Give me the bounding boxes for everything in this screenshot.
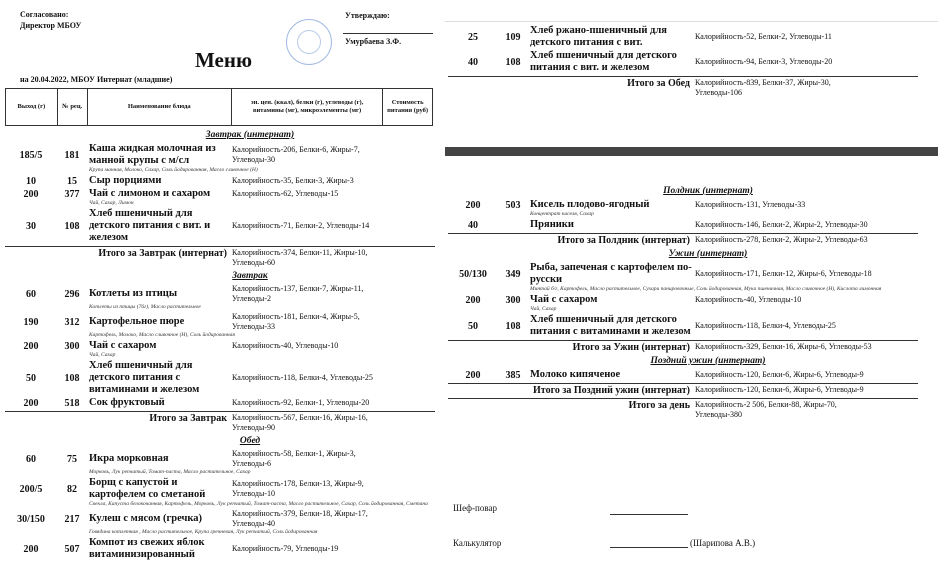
chef-label: Шеф-повар <box>453 503 497 513</box>
item-output: 200 <box>23 543 39 555</box>
menu-item-row <box>5 509 435 529</box>
item-output: 60 <box>26 288 36 300</box>
menu-item <box>5 188 435 207</box>
menu-item-row <box>5 188 435 200</box>
item-nutrition: Калорийность-92, Белки-1, Углеводы-20 <box>232 398 370 407</box>
menu-item <box>5 312 435 339</box>
item-output: 190 <box>23 316 39 328</box>
menu-item <box>5 284 435 311</box>
menu-item-row <box>448 219 918 231</box>
item-ingredients: Говядина котлетная , Масло растительное, Крупа гречневая, Лук репчатый, Соль йодированная <box>89 529 318 535</box>
item-nutrition: Калорийность-137, Белки-7, Жиры-11, Углеводы-2 <box>232 284 364 303</box>
item-ingredients: Чай, Сахар, Лимон <box>89 200 134 206</box>
item-output: 30 <box>26 220 36 232</box>
total-nutrition: Калорийность-278, Белки-2, Жиры-2, Углеводы-63 <box>695 235 868 244</box>
menu-item-row <box>5 143 435 167</box>
menu-item-row <box>5 175 435 187</box>
item-recipe-no: 108 <box>64 220 80 232</box>
item-name: Пряники <box>530 219 574 230</box>
col-nutr: эн. цен. (ккал), белки (г), углеводы (г), витамины (мг), микроэлементы (мг) <box>232 89 383 125</box>
item-name: Хлеб ржано-пшеничный для детского питания с вит. <box>530 25 667 48</box>
item-output: 200 <box>465 199 481 211</box>
item-name: Хлеб пшеничный для детского питания с витаминами и железом <box>89 360 200 395</box>
menu-item <box>5 360 435 396</box>
item-nutrition: Калорийность-58, Белки-1, Жиры-3, Углеводы-6 <box>232 449 356 468</box>
menu-item <box>448 262 918 293</box>
menu-item <box>448 199 918 218</box>
item-output: 25 <box>468 31 478 43</box>
menu-item <box>448 294 918 313</box>
section-heading: Обед <box>239 436 261 446</box>
item-name: Рыба, запеченая с картофелем по-русски <box>530 262 692 285</box>
menu-item <box>5 143 435 174</box>
item-ingredients: Чай, Сахар <box>89 352 116 358</box>
item-recipe-no: 312 <box>64 316 80 328</box>
item-output: 60 <box>26 453 36 465</box>
item-nutrition: Калорийность-35, Белки-3, Жиры-3 <box>232 176 354 185</box>
item-nutrition: Калорийность-181, Белки-4, Жиры-5, Углеводы-33 <box>232 312 360 331</box>
item-name: Каша жидкая молочная из манной крупы с м/сл <box>89 143 216 166</box>
item-recipe-no: 108 <box>505 56 521 68</box>
page-edge <box>445 0 938 22</box>
total-label: Итого за Поздний ужин (интернат) <box>533 385 690 396</box>
item-recipe-no: 349 <box>505 268 521 280</box>
item-name: Компот из свежих яблок витаминизированный <box>89 537 205 560</box>
menu-item <box>5 537 435 561</box>
col-out: Выход (г) <box>6 89 58 125</box>
item-ingredients: Чай, Сахар <box>530 306 557 312</box>
menu-item <box>5 477 435 508</box>
agreed-label: Согласовано: <box>20 10 69 19</box>
item-nutrition: Калорийность-40, Углеводы-10 <box>232 341 339 350</box>
item-output: 50 <box>26 372 36 384</box>
item-name: Хлеб пшеничный для детского питания с вит. и железом <box>530 50 677 73</box>
menu-item-row <box>448 369 918 381</box>
menu-item <box>448 369 918 381</box>
agreed-block <box>20 9 81 31</box>
item-nutrition: Калорийность-40, Углеводы-10 <box>695 295 802 304</box>
menu-item <box>5 175 435 187</box>
item-nutrition: Калорийность-118, Белки-4, Углеводы-25 <box>695 321 836 330</box>
item-recipe-no: 109 <box>505 31 521 43</box>
menu-item-row <box>5 208 435 244</box>
menu-item <box>5 449 435 476</box>
approve-line <box>343 33 433 34</box>
page-title: Меню <box>195 48 253 72</box>
page-separator <box>445 147 938 156</box>
item-recipe-no: 385 <box>505 369 521 381</box>
menu-item <box>448 25 918 49</box>
total-nutrition: Калорийность-329, Белки-16, Жиры-6, Углеводы-53 <box>695 342 872 351</box>
item-recipe-no: 300 <box>64 340 80 352</box>
item-recipe-no: 300 <box>505 294 521 306</box>
item-recipe-no: 296 <box>64 288 80 300</box>
total-row <box>448 233 918 246</box>
menu-item <box>448 314 918 338</box>
item-name: Картофельное пюре <box>89 316 185 327</box>
table-header <box>5 88 433 126</box>
total-label: Итого за Обед <box>627 78 690 89</box>
item-name: Сыр порциями <box>89 175 162 186</box>
item-ingredients: Концентрат киселя, Сахар <box>530 211 594 217</box>
calc-label: Калькулятор <box>453 538 502 548</box>
item-name: Икра морковная <box>89 453 169 464</box>
item-name: Кисель плодово-ягодный <box>530 199 650 210</box>
chef-signature-line <box>610 505 688 515</box>
item-nutrition: Калорийность-379, Белки-18, Жиры-17, Углеводы-40 <box>232 509 368 528</box>
total-row <box>448 340 918 353</box>
total-nutrition: Калорийность-374, Белки-11, Жиры-10, Углеводы-60 <box>232 248 368 267</box>
total-row <box>448 398 918 420</box>
item-nutrition: Калорийность-131, Углеводы-33 <box>695 200 806 209</box>
total-nutrition: Калорийность-567, Белки-16, Жиры-16, Углеводы-90 <box>232 413 368 432</box>
menu-item <box>5 397 435 409</box>
item-ingredients: Котлеты из птицы (76г), Масло растительное <box>89 304 201 310</box>
item-nutrition: Калорийность-146, Белки-2, Жиры-2, Углеводы-30 <box>695 220 868 229</box>
item-recipe-no: 503 <box>505 199 521 211</box>
item-name: Сок фруктовый <box>89 397 165 408</box>
item-recipe-no: 377 <box>64 188 80 200</box>
item-output: 10 <box>26 175 36 187</box>
menu-item-row <box>448 199 918 211</box>
menu-right-top <box>448 24 918 98</box>
item-nutrition: Калорийность-79, Углеводы-19 <box>232 544 339 553</box>
item-nutrition: Калорийность-206, Белки-6, Жиры-7, Углеводы-30 <box>232 145 360 164</box>
approve-label: Утверждаю: <box>345 11 390 20</box>
item-output: 200 <box>23 340 39 352</box>
item-nutrition: Калорийность-178, Белки-13, Жиры-9, Углеводы-10 <box>232 479 364 498</box>
item-name: Хлеб пшеничный для детского питания с витаминами и железом <box>530 314 691 337</box>
menu-right-bottom <box>448 183 918 420</box>
item-output: 30/150 <box>17 513 45 525</box>
col-name: Наименование блюда <box>88 89 232 125</box>
menu-item-row <box>448 50 918 74</box>
item-output: 200 <box>23 397 39 409</box>
menu-item <box>448 50 918 74</box>
item-ingredients: Крупа манная, Молоко, Сахар, Соль йодированная, Масло сливочное (Н) <box>89 167 258 173</box>
item-name: Чай с сахаром <box>89 340 157 351</box>
item-recipe-no: 217 <box>64 513 80 525</box>
total-row <box>448 383 918 396</box>
item-recipe-no: 75 <box>67 453 77 465</box>
item-output: 200/5 <box>19 483 43 495</box>
section-heading: Полдник (интернат) <box>663 186 753 196</box>
item-recipe-no: 108 <box>505 320 521 332</box>
calc-signature-line <box>610 538 688 548</box>
section-heading: Завтрак (интернат) <box>205 130 295 140</box>
menu-item <box>5 340 435 359</box>
item-output: 40 <box>468 219 478 231</box>
item-name: Чай с лимоном и сахаром <box>89 188 211 199</box>
item-recipe-no: 82 <box>67 483 77 495</box>
menu-item-row <box>5 397 435 409</box>
item-name: Чай с сахаром <box>530 294 598 305</box>
col-cost: Стоимость питания (руб) <box>387 99 429 114</box>
item-nutrition: Калорийность-118, Белки-4, Углеводы-25 <box>232 373 373 382</box>
item-name: Котлеты из птицы <box>89 288 178 299</box>
menu-item-row <box>448 294 918 306</box>
item-ingredients: Свекла, Капуста белокочанная, Картофель, Морковь, Лук репчатый, Томат-паста, Масло растительное, Сахар, Соль йодированная, Сметана <box>89 501 428 507</box>
item-output: 200 <box>465 294 481 306</box>
item-nutrition: Калорийность-71, Белки-2, Углеводы-14 <box>232 221 370 230</box>
item-name: Кулеш с мясом (гречка) <box>89 513 203 524</box>
item-recipe-no: 15 <box>67 175 77 187</box>
menu-left-column <box>5 127 435 562</box>
item-ingredients: Минтай б/г, Картофель, Масло растительное, Сухари панировочные, Соль йодированная, Мука пшеничная, Масло сливочное (Н), Кислота лимонная <box>530 286 882 292</box>
menu-item-row <box>5 449 435 469</box>
item-ingredients: Морковь, Лук репчатый, Томат-паста, Масло растительное, Сахар <box>89 469 251 475</box>
approver-name: Умурбаева З.Ф. <box>345 37 402 46</box>
stamp <box>286 19 332 65</box>
menu-item-row <box>448 314 918 338</box>
item-output: 185/5 <box>19 149 43 161</box>
item-output: 50/130 <box>459 268 487 280</box>
item-name: Молоко кипяченое <box>530 369 621 380</box>
director-label: Директор МБОУ <box>20 21 82 30</box>
item-nutrition: Калорийность-94, Белки-3, Углеводы-20 <box>695 57 833 66</box>
menu-item-row <box>5 477 435 501</box>
menu-item-row <box>5 360 435 396</box>
total-row <box>448 76 918 98</box>
item-output: 200 <box>465 369 481 381</box>
menu-item <box>5 509 435 536</box>
menu-item-row <box>5 284 435 304</box>
total-nutrition: Калорийность-2 506, Белки-88, Жиры-70, Углеводы-380 <box>695 400 837 419</box>
item-recipe-no: 181 <box>64 149 80 161</box>
item-recipe-no: 518 <box>64 397 80 409</box>
total-nutrition: Калорийность-839, Белки-37, Жиры-30, Углеводы-106 <box>695 78 831 97</box>
section-heading: Ужин (интернат) <box>668 249 748 259</box>
item-nutrition: Калорийность-171, Белки-12, Жиры-6, Углеводы-18 <box>695 269 872 278</box>
total-label: Итого за Ужин (интернат) <box>572 342 690 353</box>
menu-item-row <box>5 312 435 332</box>
item-name: Хлеб пшеничный для детского питания с вит. и железом <box>89 208 211 243</box>
item-recipe-no: 108 <box>64 372 80 384</box>
page-subtitle: на 20.04.2022, МБОУ Интернат (младшие) <box>20 75 173 84</box>
item-output: 40 <box>468 56 478 68</box>
item-nutrition: Калорийность-62, Углеводы-15 <box>232 189 339 198</box>
menu-item-row <box>448 25 918 49</box>
menu-item-row <box>448 262 918 286</box>
item-output: 200 <box>23 188 39 200</box>
menu-item <box>5 208 435 244</box>
item-output: 50 <box>468 320 478 332</box>
menu-item <box>448 219 918 231</box>
section-heading: Завтрак <box>232 271 268 281</box>
item-name: Борщ с капустой и картофелем со сметаной <box>89 477 206 500</box>
calc-name: (Шарипова А.В.) <box>690 538 756 548</box>
item-recipe-no: 507 <box>64 543 80 555</box>
total-label: Итого за Завтрак (интернат) <box>98 248 227 259</box>
col-rec: № рец. <box>58 89 88 125</box>
menu-item-row <box>5 340 435 352</box>
item-nutrition: Калорийность-52, Белки-2, Углеводы-11 <box>695 32 832 41</box>
total-row <box>5 246 435 268</box>
total-label: Итого за Полдник (интернат) <box>557 235 690 246</box>
total-label: Итого за день <box>628 400 690 411</box>
total-label: Итого за Завтрак <box>149 413 227 424</box>
item-ingredients: Картофель, Молоко, Масло сливочное (Н), Соль йодированная <box>89 332 235 338</box>
total-row <box>5 411 435 433</box>
section-heading: Поздний ужин (интернат) <box>650 356 766 366</box>
total-nutrition: Калорийность-120, Белки-6, Жиры-6, Углеводы-9 <box>695 385 864 394</box>
item-nutrition: Калорийность-120, Белки-6, Жиры-6, Углеводы-9 <box>695 370 864 379</box>
menu-item-row <box>5 537 435 561</box>
